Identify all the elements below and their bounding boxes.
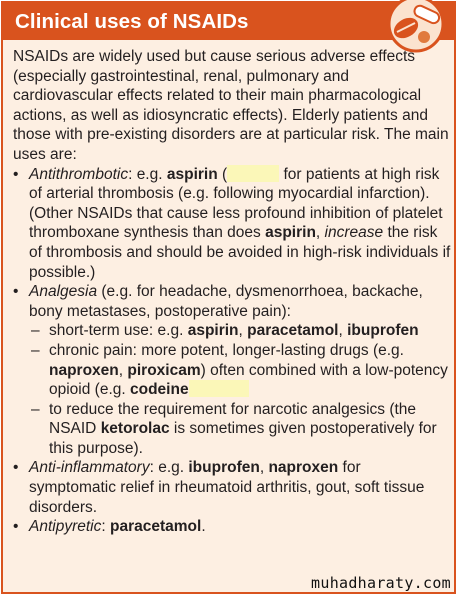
list-item-antipyretic	[13, 517, 451, 537]
clinical-uses-box	[1, 1, 456, 594]
text: : e.g.	[149, 459, 189, 477]
intro-paragraph: NSAIDs are widely used but cause serious adverse effects (especially gastrointestinal, renal, pulmonary and cardiovascular effects related to their main pharmacological actions, as well as idiosyncratic effects). Elderly patients and those with pre-existing disorders are at particular risk. The main uses are:	[13, 48, 449, 163]
drug-naproxen: naproxen	[49, 361, 119, 379]
text: (	[217, 165, 228, 183]
list-item-anti-inflammatory	[13, 458, 451, 517]
term-antithrombotic: Antithrombotic	[29, 165, 129, 183]
text: : e.g.	[128, 165, 167, 183]
list-item-antithrombotic	[13, 165, 451, 283]
highlight-mark	[189, 380, 249, 397]
bullet: •	[13, 518, 19, 536]
analgesia-sublist	[29, 321, 451, 458]
text: ) often combined with a low-potency opioid (e.g.	[49, 361, 448, 399]
text: is sometimes given postoperatively for this purpose).	[49, 420, 437, 457]
text: ,	[118, 361, 128, 379]
subitem-chronic-pain	[29, 341, 451, 400]
term-increase: increase	[324, 224, 384, 242]
drug-ibuprofen: ibuprofen	[188, 459, 260, 477]
text: .	[201, 518, 206, 536]
text: ,	[238, 322, 248, 340]
box-title: Clinical uses of NSAIDs	[15, 10, 249, 33]
list-item-analgesia	[13, 282, 451, 458]
drug-ibuprofen: ibuprofen	[347, 322, 419, 340]
watermark: muhadharaty.com	[311, 574, 451, 592]
pills-icon	[384, 0, 448, 53]
dash: –	[31, 322, 40, 340]
text: for patients at high risk of arterial thrombosis (e.g. following myocardial infarction). (Other NSAIDs that cause less profound inhibition of platelet thromboxane synthesis than does	[29, 165, 443, 242]
drug-aspirin: aspirin	[187, 322, 239, 340]
drug-piroxicam: piroxicam	[127, 361, 201, 379]
text: chronic pain: more potent, longer-lasting drugs (e.g.	[49, 341, 404, 359]
drug-aspirin: aspirin	[166, 165, 218, 183]
text: to reduce the requirement for narcotic analgesics (the NSAID	[49, 400, 417, 438]
highlight-mark	[227, 165, 279, 182]
text: the risk of thrombosis and should be avoided in high-risk individuals if possible.)	[29, 224, 451, 281]
text: short-term use: e.g.	[49, 322, 188, 340]
drug-paracetamol: paracetamol	[247, 322, 339, 340]
drug-paracetamol: paracetamol	[110, 518, 202, 536]
term-anti-inflammatory: Anti-inflammatory	[29, 459, 150, 477]
subitem-short-term	[29, 321, 451, 341]
uses-list	[13, 165, 451, 537]
drug-ketorolac: ketorolac	[100, 420, 170, 438]
bullet: •	[13, 165, 19, 183]
term-antipyretic: Antipyretic	[29, 518, 102, 536]
text: (e.g. for headache, dysmenorrhoea, backache, bony metastases, postoperative pain):	[29, 283, 423, 320]
box-content	[13, 47, 451, 537]
bullet: •	[13, 283, 19, 301]
text: :	[101, 518, 110, 536]
subitem-reduce-narcotics	[29, 400, 451, 459]
text: ,	[259, 459, 269, 477]
text: ,	[338, 322, 348, 340]
term-analgesia: Analgesia	[29, 283, 98, 301]
drug-aspirin: aspirin	[265, 224, 316, 242]
text: for symptomatic relief in rheumatoid arthritis, gout, soft tissue disorders.	[29, 459, 425, 516]
dash: –	[31, 400, 40, 418]
drug-naproxen: naproxen	[268, 459, 339, 477]
text: ,	[315, 224, 325, 242]
bullet: •	[13, 459, 19, 477]
drug-codeine: codeine	[130, 381, 189, 399]
dash: –	[31, 341, 40, 359]
